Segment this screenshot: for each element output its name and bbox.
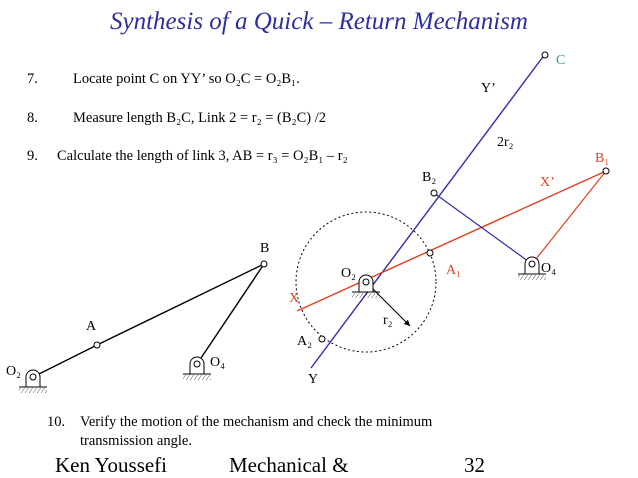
point-a2 <box>319 336 325 342</box>
label-o2-center: O₂ <box>341 266 356 281</box>
link-b2-o4 <box>434 193 532 264</box>
label-2r2: 2r₂ <box>497 135 514 150</box>
slide-title: Synthesis of a Quick – Return Mechanism <box>110 8 528 35</box>
link-o2-a <box>33 345 97 377</box>
point-c <box>542 52 548 58</box>
label-a-left: A <box>86 319 97 334</box>
label-a2: A₂ <box>297 334 312 349</box>
point-a1 <box>427 250 433 256</box>
ground-pivot-o4-left <box>183 357 211 380</box>
label-c: C <box>556 53 566 68</box>
step-7-text: Locate point C on YY’ so O₂C = O₂B₁. <box>73 71 300 87</box>
line-xx <box>297 171 606 311</box>
line-yy <box>311 54 545 368</box>
label-o4-left: O₄ <box>210 355 225 370</box>
point-a-left <box>94 342 100 348</box>
label-y-prime: Y’ <box>481 81 496 96</box>
label-r2: r₂ <box>383 313 393 328</box>
step-8-text: Measure length B₂C, Link 2 = r₂ = (B₂C) /2 <box>73 110 327 126</box>
step-9-number: 9. <box>27 148 38 164</box>
label-b2: B₂ <box>422 170 437 185</box>
link-b-o4 <box>197 264 264 364</box>
label-o2-left: O₂ <box>6 364 21 379</box>
point-b2 <box>431 190 437 196</box>
page-number: 32 <box>464 453 485 477</box>
ground-pivot-o2 <box>352 275 380 298</box>
link-a-b <box>97 264 264 345</box>
step-10-number: 10. <box>47 414 66 430</box>
point-b1 <box>603 168 609 174</box>
footer-author: Ken Youssefi <box>55 453 168 477</box>
footer-department: Mechanical & <box>229 453 349 477</box>
step-8-number: 8. <box>27 110 38 126</box>
step-7-number: 7. <box>27 71 38 87</box>
label-a1: A₁ <box>446 263 461 278</box>
label-x-prime: X’ <box>540 175 555 190</box>
label-x: X <box>289 291 300 306</box>
label-y: Y <box>308 372 319 387</box>
label-b-left: B <box>260 241 270 256</box>
ground-pivot-o2-left <box>19 370 47 393</box>
point-b-left <box>261 261 267 267</box>
step-9-text: Calculate the length of link 3, AB = r₃ = O₂B₁ – r₂ <box>57 148 348 164</box>
label-o4-right: O₄ <box>541 261 556 276</box>
step-10-text: Verify the motion of the mechanism and check the minimum transmission angle. <box>80 414 433 449</box>
label-b1: B₁ <box>595 151 610 166</box>
